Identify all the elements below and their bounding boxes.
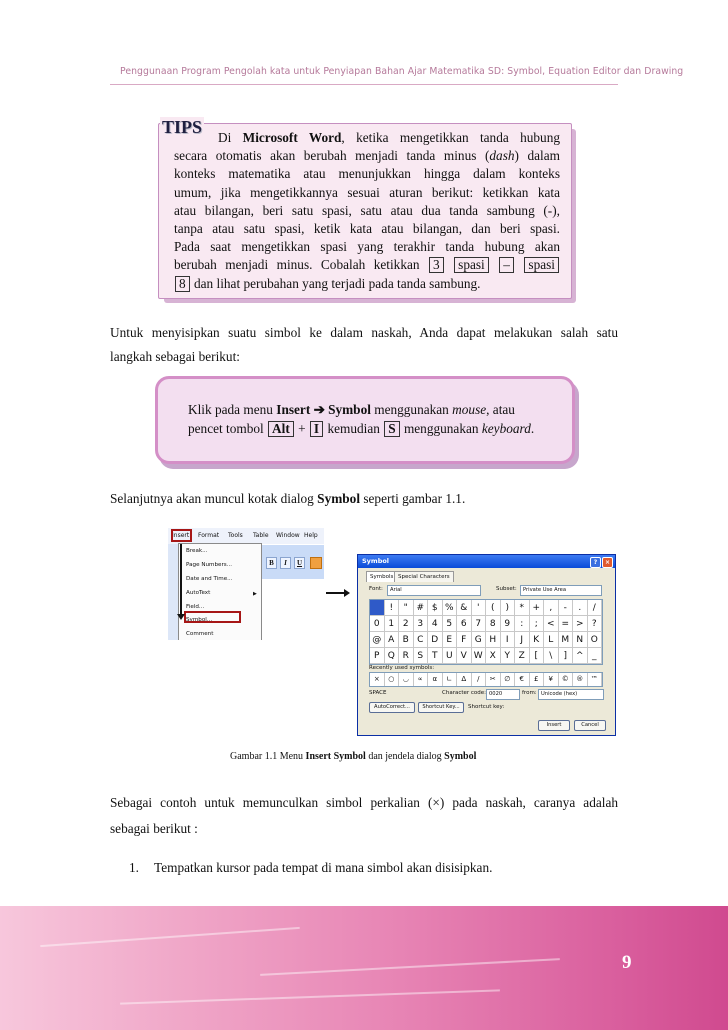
recent-label: Recently used symbols: bbox=[369, 665, 435, 671]
insert-button[interactable]: Insert bbox=[538, 720, 570, 731]
toolbar bbox=[260, 545, 324, 579]
recent-symbol-cell[interactable]: Δ bbox=[457, 673, 472, 686]
tips-intro-pre: Di bbox=[218, 130, 243, 145]
symbol-cell[interactable]: + bbox=[530, 600, 545, 616]
symbol-cell[interactable]: 3 bbox=[414, 616, 429, 632]
recent-symbol-cell[interactable]: ∅ bbox=[501, 673, 516, 686]
right-arrow-icon bbox=[326, 592, 346, 594]
symbol-cell[interactable]: _ bbox=[588, 648, 603, 664]
instruction-l1-pre: Klik pada menu bbox=[188, 402, 277, 417]
symbol-cell[interactable]: P bbox=[370, 648, 385, 664]
underline-button[interactable]: U bbox=[294, 557, 305, 569]
symbol-cell[interactable]: , bbox=[544, 600, 559, 616]
recent-symbol-cell[interactable]: α bbox=[428, 673, 443, 686]
symbol-cell[interactable]: 8 bbox=[486, 616, 501, 632]
font-label: Font: bbox=[369, 586, 383, 592]
symbol-cell[interactable]: 0 bbox=[370, 616, 385, 632]
recent-symbol-cell[interactable]: ✂ bbox=[486, 673, 501, 686]
symbol-cell[interactable]: ) bbox=[501, 600, 516, 616]
recent-symbol-cell[interactable]: € bbox=[515, 673, 530, 686]
key-dash: – bbox=[499, 257, 514, 273]
key-spasi: spasi bbox=[454, 257, 489, 273]
instruction-l1-mid: menggunakan bbox=[370, 402, 453, 417]
tips-line-6: tanpa atau satu spasi, ketik kata atau bilangan, dan beri spasi. bbox=[174, 220, 560, 236]
recent-symbol-cell[interactable]: ◡ bbox=[399, 673, 414, 686]
symbol-cell[interactable]: O bbox=[588, 632, 603, 648]
symbol-cell[interactable]: K bbox=[530, 632, 545, 648]
character-code-label: Character code: bbox=[442, 690, 487, 696]
symbol-cell[interactable]: 4 bbox=[428, 616, 443, 632]
caption-bold-1: Insert Symbol bbox=[305, 751, 366, 762]
symbol-cell[interactable]: X bbox=[486, 648, 501, 664]
instruction-l2-post: menggunakan bbox=[403, 421, 482, 436]
menu-table[interactable]: Table bbox=[253, 532, 269, 539]
symbol-cell[interactable]: L bbox=[544, 632, 559, 648]
key-i: I bbox=[310, 421, 323, 437]
character-code-field[interactable]: 0020 bbox=[486, 689, 520, 700]
next-para-bold: Symbol bbox=[317, 491, 361, 506]
symbol-cell[interactable]: Q bbox=[385, 648, 400, 664]
shortcut-key-label: Shortcut key: bbox=[468, 704, 505, 710]
figure-caption bbox=[230, 751, 476, 762]
symbol-cell[interactable]: C bbox=[414, 632, 429, 648]
instruction-l2-pre: pencet tombol bbox=[188, 421, 264, 436]
symbol-cell[interactable]: < bbox=[544, 616, 559, 632]
menu-item-date-time[interactable]: Date and Time... bbox=[186, 576, 233, 582]
menu-side-strip bbox=[168, 544, 178, 640]
menu-item-comment[interactable]: Comment bbox=[186, 631, 214, 637]
symbol-cell[interactable]: H bbox=[486, 632, 501, 648]
instruction-period: . bbox=[530, 421, 535, 436]
page-number: 9 bbox=[622, 952, 632, 973]
key-spasi: spasi bbox=[524, 257, 559, 273]
close-icon[interactable]: × bbox=[602, 557, 613, 568]
insert-highlight bbox=[171, 529, 192, 542]
character-name: SPACE bbox=[369, 690, 387, 696]
symbol-cell[interactable]: - bbox=[559, 600, 574, 616]
symbol-cell[interactable]: W bbox=[472, 648, 487, 664]
plus-sign: + bbox=[298, 421, 306, 436]
tab-symbols[interactable]: Symbols bbox=[366, 571, 397, 582]
symbol-cell[interactable]: V bbox=[457, 648, 472, 664]
autocorrect-button[interactable]: AutoCorrect... bbox=[369, 702, 415, 713]
symbol-highlight bbox=[184, 611, 241, 623]
menu-item-autotext[interactable]: AutoText bbox=[186, 590, 211, 596]
header-rule bbox=[110, 84, 618, 85]
next-para-pre: Selanjutnya akan muncul kotak dialog bbox=[110, 491, 318, 506]
footer-streak bbox=[40, 927, 300, 947]
symbol-cell[interactable]: % bbox=[443, 600, 458, 616]
help-icon[interactable]: ? bbox=[590, 557, 601, 568]
bold-button[interactable]: B bbox=[266, 557, 277, 569]
symbol-cell[interactable]: * bbox=[515, 600, 530, 616]
menu-help[interactable]: Help bbox=[304, 532, 318, 539]
recent-symbol-cell[interactable]: £ bbox=[530, 673, 545, 686]
symbol-cell[interactable]: $ bbox=[428, 600, 443, 616]
tips-line-7: Pada saat mengetikkan spasi yang terakhir tanda hubung akan bbox=[174, 239, 560, 255]
symbol-cell[interactable]: Y bbox=[501, 648, 516, 664]
symbol-cell[interactable]: ; bbox=[530, 616, 545, 632]
menu-insert[interactable]: Insert bbox=[172, 532, 190, 539]
symbol-cell[interactable]: N bbox=[573, 632, 588, 648]
running-header: Penggunaan Program Pengolah kata untuk Penyiapan Bahan Ajar Matematika SD: Symbol, Equation Editor dan Drawing bbox=[120, 66, 684, 77]
tips-line-2-post: ) dalam bbox=[514, 148, 560, 164]
list-text: Tempatkan kursor pada tempat di mana simbol akan disisipkan. bbox=[154, 860, 493, 875]
recent-symbol-cell[interactable]: ○ bbox=[385, 673, 400, 686]
key-3: 3 bbox=[429, 257, 444, 273]
key-8: 8 bbox=[175, 276, 190, 292]
recent-symbol-cell[interactable]: ∟ bbox=[443, 673, 458, 686]
symbol-cell[interactable]: Z bbox=[515, 648, 530, 664]
recent-symbol-cell[interactable]: ∝ bbox=[414, 673, 429, 686]
menu-window[interactable]: Window bbox=[276, 532, 300, 539]
symbol-cell[interactable]: 1 bbox=[385, 616, 400, 632]
list-item bbox=[129, 860, 492, 876]
symbol-cell[interactable]: U bbox=[443, 648, 458, 664]
symbol-cell[interactable]: 6 bbox=[457, 616, 472, 632]
tips-line-5: atau bilangan, beri satu spasi, satu atau dua tanda sambung (-), bbox=[174, 202, 560, 218]
tips-line-2-italic: dash bbox=[489, 148, 515, 164]
symbol-cell[interactable]: F bbox=[457, 632, 472, 648]
symbol-cell[interactable]: = bbox=[559, 616, 574, 632]
tab-special-characters[interactable]: Special Characters bbox=[394, 571, 454, 582]
cancel-button[interactable]: Cancel bbox=[574, 720, 606, 731]
tips-line-9-post: dan lihat perubahan yang terjadi pada tanda sambung. bbox=[193, 275, 481, 291]
dialog-titlebar bbox=[358, 555, 615, 568]
recent-symbol-cell[interactable]: © bbox=[559, 673, 574, 686]
highlight-icon[interactable] bbox=[310, 557, 322, 569]
symbol-cell[interactable]: T bbox=[428, 648, 443, 664]
symbol-cell[interactable]: ' bbox=[472, 600, 487, 616]
symbol-cell[interactable] bbox=[370, 600, 385, 616]
recent-symbol-cell[interactable]: / bbox=[472, 673, 487, 686]
from-select[interactable]: Unicode (hex) bbox=[538, 689, 604, 700]
footer-streak bbox=[260, 958, 560, 976]
tips-line-1 bbox=[174, 129, 560, 147]
instruction-line-1 bbox=[188, 400, 534, 419]
tips-line-2 bbox=[174, 147, 560, 165]
instruction-line-2 bbox=[188, 419, 534, 438]
footer-streak bbox=[120, 989, 500, 1004]
symbol-cell[interactable]: A bbox=[385, 632, 400, 648]
tips-text bbox=[174, 129, 560, 293]
instruction-symbol: Symbol bbox=[328, 402, 371, 417]
symbol-cell[interactable]: 9 bbox=[501, 616, 516, 632]
symbol-cell[interactable]: \ bbox=[544, 648, 559, 664]
recent-symbol-cell[interactable]: ™ bbox=[588, 673, 603, 686]
example-line-2: sebagai berikut : bbox=[110, 821, 198, 836]
key-alt: Alt bbox=[268, 421, 294, 437]
italic-button[interactable]: I bbox=[280, 557, 291, 569]
symbol-cell[interactable]: @ bbox=[370, 632, 385, 648]
tips-line-9 bbox=[174, 275, 560, 293]
tips-label: TIPS bbox=[162, 117, 203, 137]
symbol-cell[interactable]: R bbox=[399, 648, 414, 664]
symbol-grid bbox=[369, 599, 603, 665]
list-number: 1. bbox=[129, 860, 139, 875]
symbol-cell[interactable]: . bbox=[573, 600, 588, 616]
key-s: S bbox=[384, 421, 399, 437]
instruction-l1-post: , atau bbox=[486, 402, 515, 417]
symbol-cell[interactable]: M bbox=[559, 632, 574, 648]
symbol-cell[interactable]: I bbox=[501, 632, 516, 648]
symbol-cell[interactable]: " bbox=[399, 600, 414, 616]
caption-mid: dan jendela dialog bbox=[365, 751, 445, 762]
next-para-post: seperti gambar 1.1. bbox=[360, 491, 466, 506]
symbol-cell[interactable]: ? bbox=[588, 616, 603, 632]
instruction-text bbox=[188, 400, 534, 438]
symbol-cell[interactable]: ( bbox=[486, 600, 501, 616]
recent-symbol-cell[interactable]: ® bbox=[573, 673, 588, 686]
insert-dropdown bbox=[178, 543, 262, 640]
symbol-cell[interactable]: 5 bbox=[443, 616, 458, 632]
symbol-cell[interactable]: S bbox=[414, 648, 429, 664]
subset-select[interactable]: Private Use Area bbox=[520, 585, 602, 596]
tips-intro-post: , ketika mengetikkan tanda hubung bbox=[341, 130, 560, 145]
symbol-cell[interactable]: J bbox=[515, 632, 530, 648]
next-paragraph bbox=[110, 491, 618, 507]
recent-symbols bbox=[369, 672, 603, 687]
menu-item-field[interactable]: Field... bbox=[186, 604, 205, 610]
tips-line-3: konteks matematika atau menunjukkan hingga dalam konteks bbox=[174, 166, 560, 182]
symbol-cell[interactable]: > bbox=[573, 616, 588, 632]
symbol-cell[interactable]: 7 bbox=[472, 616, 487, 632]
down-arrowhead-icon bbox=[177, 614, 185, 620]
instruction-keyboard: keyboard bbox=[481, 421, 531, 436]
intro-line-2: langkah sebagai berikut: bbox=[110, 349, 240, 364]
menu-tools[interactable]: Tools bbox=[228, 532, 243, 539]
intro-line-1: Untuk menyisipkan suatu simbol ke dalam naskah, Anda dapat melakukan salah satu bbox=[110, 325, 618, 340]
instruction-l2-mid: kemudian bbox=[327, 421, 380, 436]
menu-item-page-numbers[interactable]: Page Numbers... bbox=[186, 562, 233, 568]
menu-format[interactable]: Format bbox=[198, 532, 220, 539]
symbol-cell[interactable]: : bbox=[515, 616, 530, 632]
insert-menu-screenshot bbox=[168, 528, 324, 640]
footer-band bbox=[0, 906, 728, 1030]
submenu-arrow-icon: ▶ bbox=[253, 592, 257, 597]
tips-intro-bold: Microsoft Word bbox=[242, 130, 342, 145]
symbol-cell[interactable]: D bbox=[428, 632, 443, 648]
shortcut-key-button[interactable]: Shortcut Key... bbox=[418, 702, 464, 713]
tips-line-2-pre: secara otomatis akan berubah menjadi tanda minus ( bbox=[174, 148, 490, 164]
symbol-cell[interactable]: & bbox=[457, 600, 472, 616]
caption-pre: Gambar 1.1 Menu bbox=[230, 751, 306, 762]
symbol-cell[interactable]: G bbox=[472, 632, 487, 648]
tips-line-4: umum, jika mengetikkannya sesuai aturan berikut: ketikkan kata bbox=[174, 184, 560, 200]
subset-label: Subset: bbox=[496, 586, 517, 592]
symbol-dialog bbox=[357, 554, 616, 736]
symbol-cell[interactable]: # bbox=[414, 600, 429, 616]
right-arrowhead-icon bbox=[344, 589, 350, 597]
dialog-title: Symbol bbox=[362, 557, 390, 565]
caption-bold-2: Symbol bbox=[444, 751, 477, 762]
example-line-1: Sebagai contoh untuk memunculkan simbol perkalian (×) pada naskah, caranya adalah bbox=[110, 795, 618, 810]
menu-item-break[interactable]: Break... bbox=[186, 548, 208, 554]
symbol-cell[interactable]: ! bbox=[385, 600, 400, 616]
menu-item-symbol[interactable]: Symbol... bbox=[186, 617, 213, 623]
instruction-insert: Insert bbox=[276, 402, 311, 417]
instruction-mouse: mouse bbox=[452, 402, 487, 417]
right-arrow-icon: ➔ bbox=[313, 402, 325, 417]
symbol-cell[interactable]: 2 bbox=[399, 616, 414, 632]
from-label: from: bbox=[522, 690, 537, 696]
recent-symbol-cell[interactable]: ¥ bbox=[544, 673, 559, 686]
symbol-cell[interactable]: E bbox=[443, 632, 458, 648]
symbol-cell[interactable]: B bbox=[399, 632, 414, 648]
symbol-cell[interactable]: / bbox=[588, 600, 603, 616]
tips-line-8-pre: berubah menjadi minus. Cobalah ketikkan bbox=[174, 257, 420, 273]
symbol-cell[interactable]: ] bbox=[559, 648, 574, 664]
symbol-cell[interactable]: [ bbox=[530, 648, 545, 664]
symbol-cell[interactable]: ^ bbox=[573, 648, 588, 664]
down-arrow-icon bbox=[180, 544, 182, 618]
recent-symbol-cell[interactable]: × bbox=[370, 673, 385, 686]
font-select[interactable]: Arial bbox=[387, 585, 481, 596]
tips-line-8 bbox=[174, 256, 560, 274]
